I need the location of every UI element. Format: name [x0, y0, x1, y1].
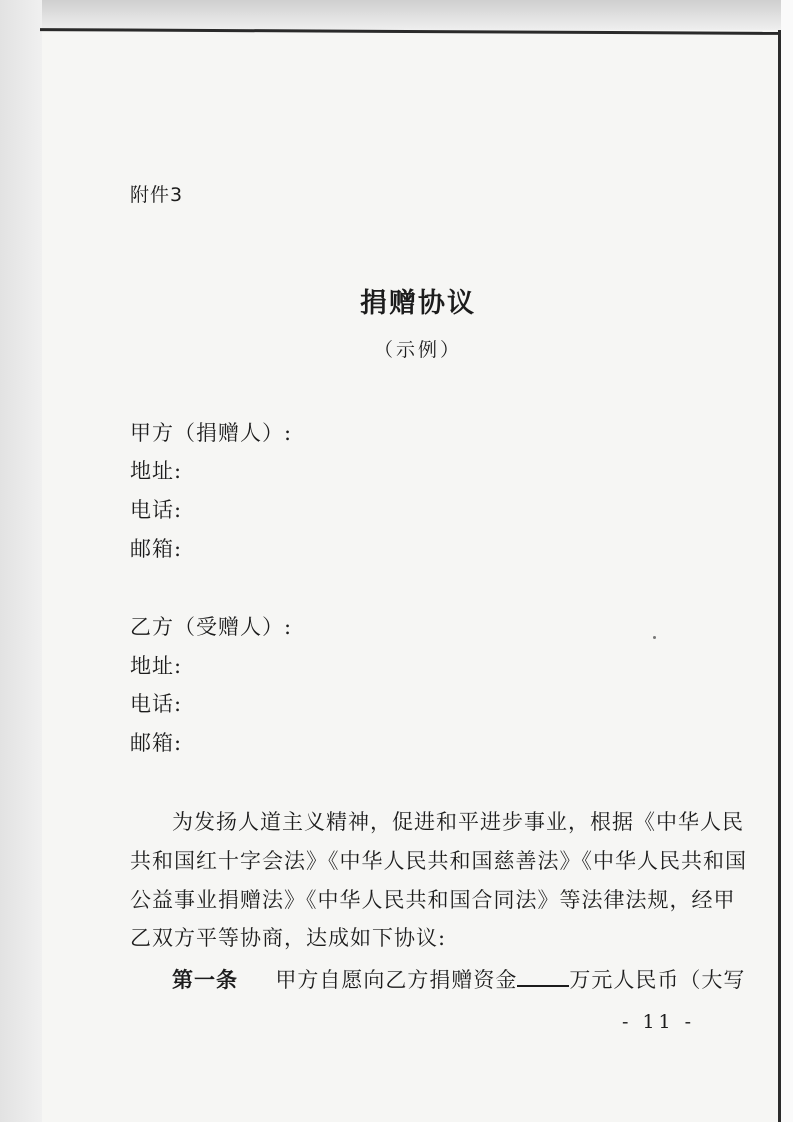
- article-1-line: [172, 967, 745, 991]
- attachment-label: 附件3: [130, 184, 184, 206]
- document-subtitle: （示例）: [373, 339, 462, 361]
- page-number: - 11 -: [622, 1011, 696, 1033]
- preamble-line-1: 为发扬人道主义精神，促进和平进步事业，根据《中华人民: [172, 810, 744, 834]
- article-1-text-before: 甲方自愿向乙方捐赠资金: [275, 968, 518, 992]
- party-b-label: 乙方（受赠人）:: [130, 615, 293, 639]
- party-a-phone-label: 电话:: [130, 498, 183, 522]
- amount-blank-line: [517, 967, 569, 987]
- party-b-address-label: 地址:: [130, 654, 183, 678]
- article-1-label: 第一条: [172, 968, 238, 992]
- party-a-address-label: 地址:: [130, 459, 183, 483]
- preamble-line-2: 共和国红十字会法》《中华人民共和国慈善法》《中华人民共和国: [130, 849, 747, 873]
- scan-right-margin: [781, 0, 793, 1122]
- scan-left-edge: [0, 0, 42, 1122]
- party-a-label: 甲方（捐赠人）:: [130, 421, 293, 445]
- document-title: 捐赠协议: [360, 288, 476, 319]
- scan-top-edge: [0, 0, 793, 30]
- preamble-line-3: 公益事业捐赠法》《中华人民共和国合同法》等法律法规，经甲: [130, 888, 736, 912]
- preamble-line-4: 乙双方平等协商，达成如下协议:: [130, 926, 447, 950]
- party-b-email-label: 邮箱:: [130, 731, 183, 755]
- party-b-phone-label: 电话:: [130, 692, 183, 716]
- scan-speck: [653, 636, 656, 639]
- article-1-text-after: 万元人民币（大写: [569, 968, 746, 992]
- party-a-email-label: 邮箱:: [130, 537, 183, 561]
